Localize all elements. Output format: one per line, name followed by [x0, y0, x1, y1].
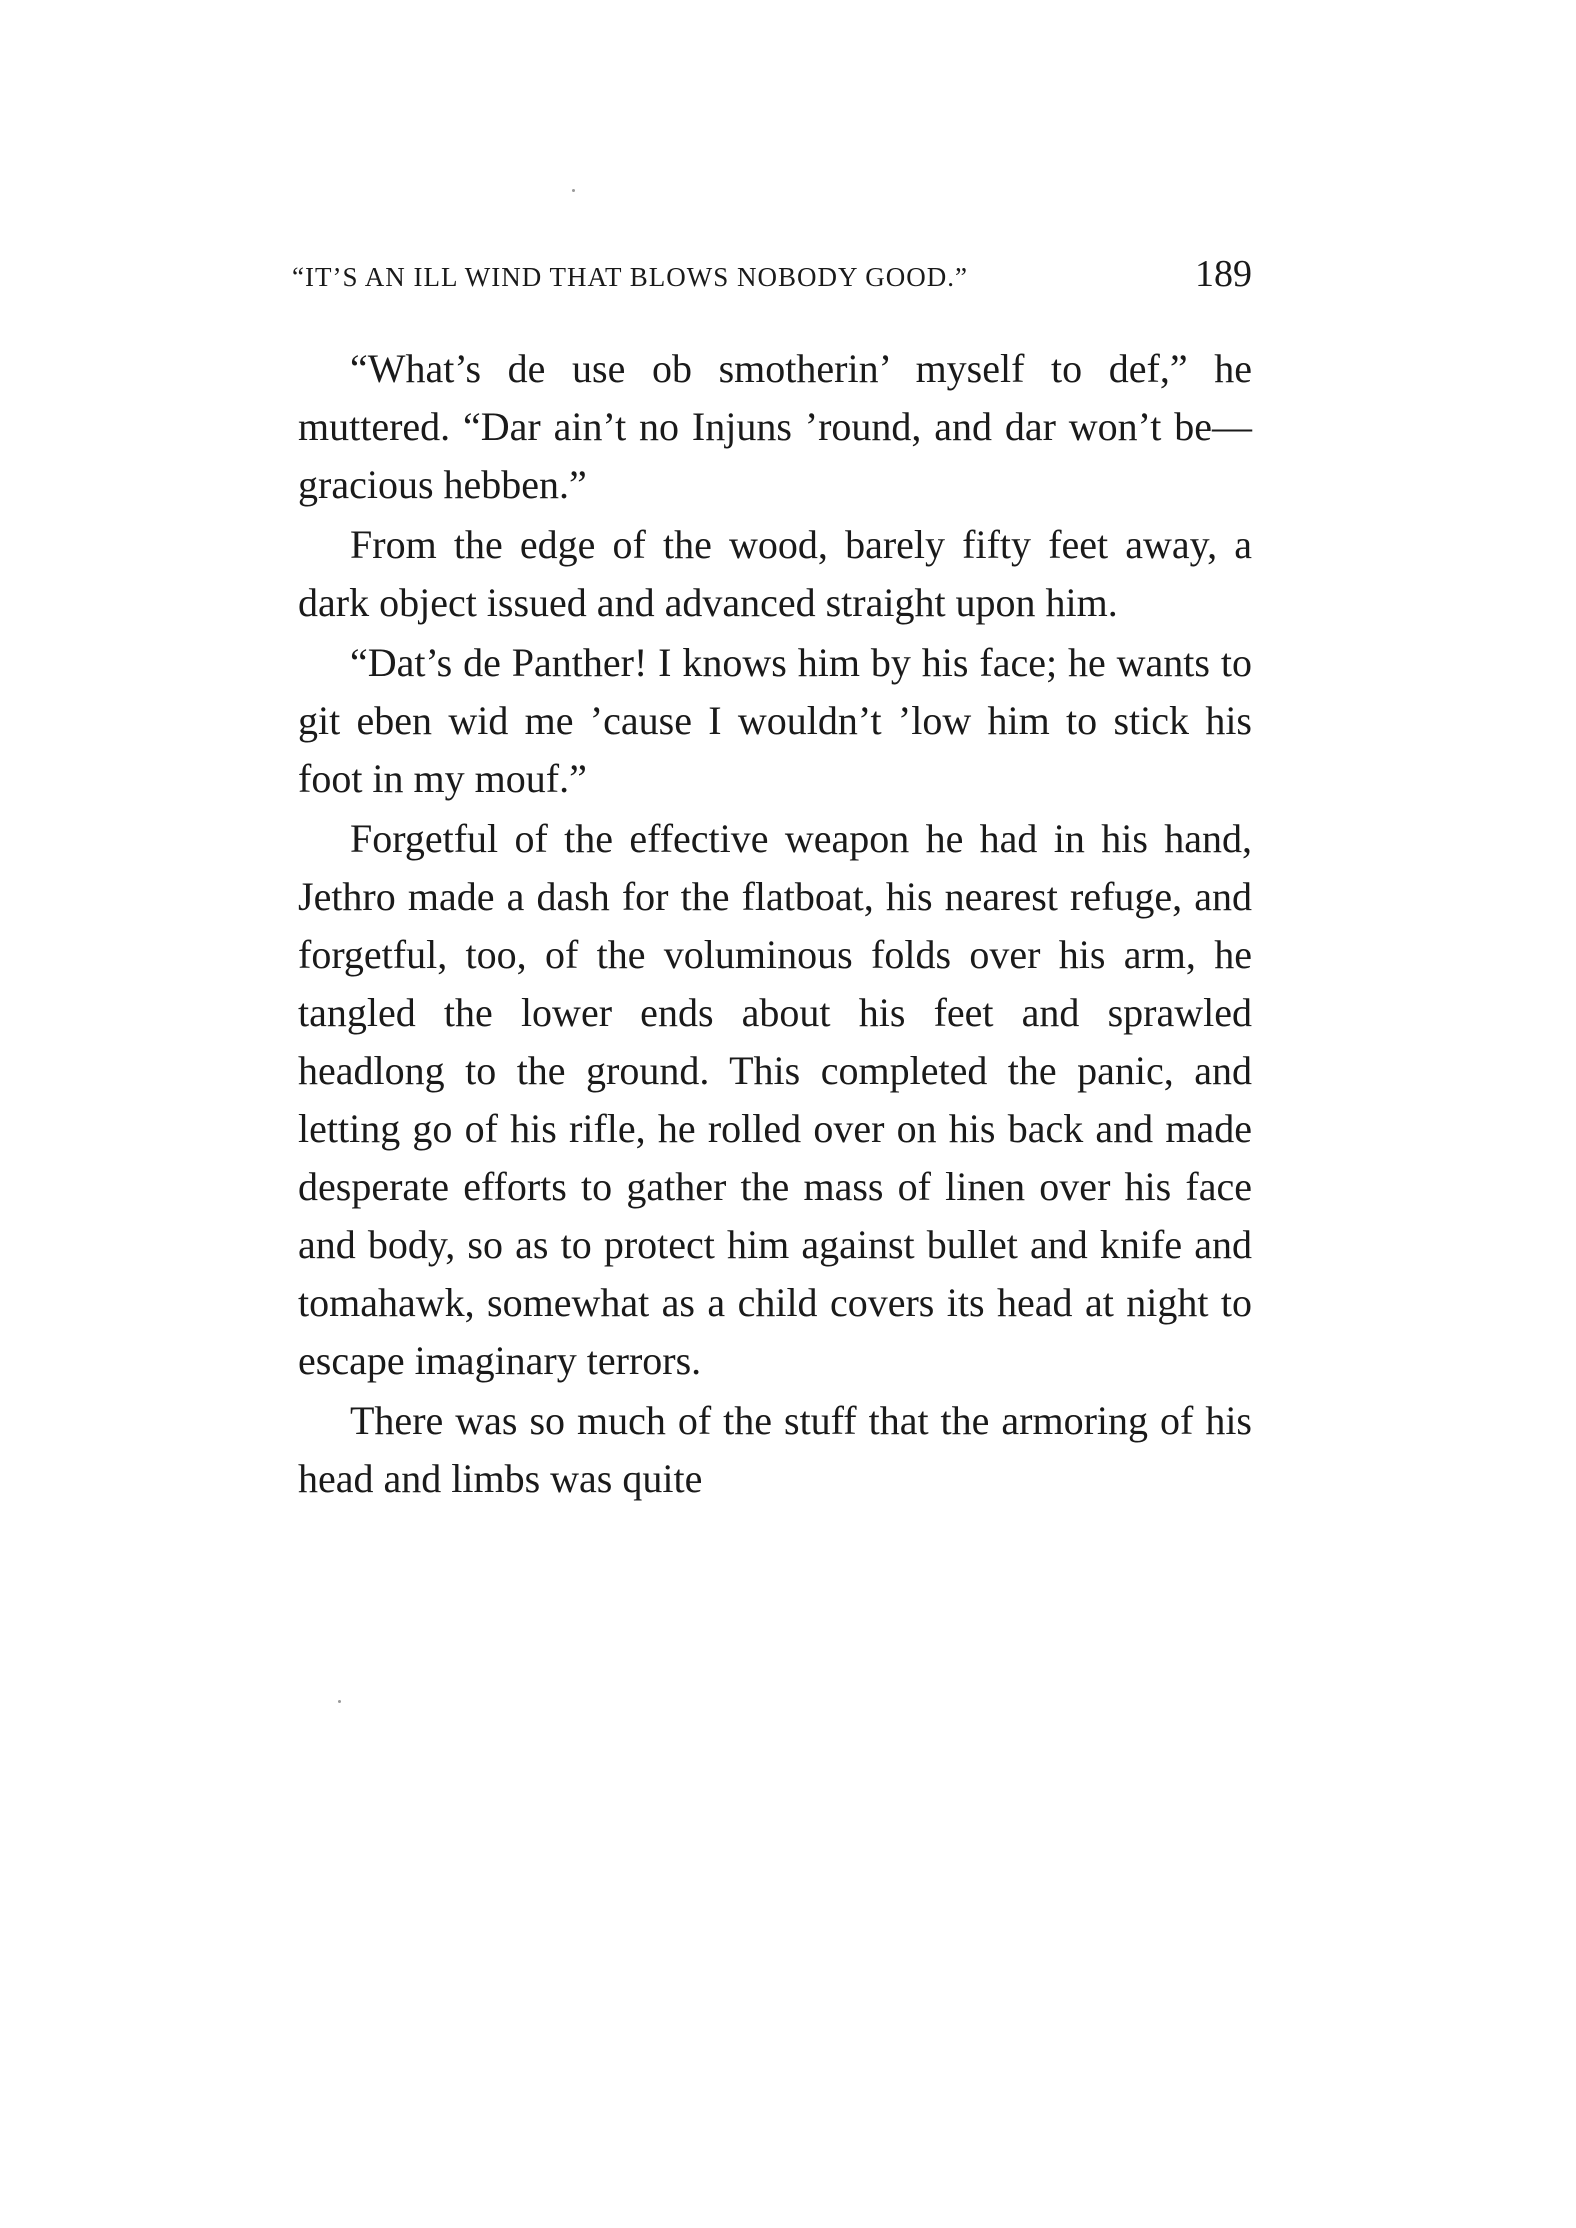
running-head [292, 252, 1252, 308]
paragraph: “What’s de use ob smotherin’ myself to def,” he muttered. “Dar ain’t no Injuns ’round, and dar won’t be—gracious hebben.” [298, 346, 1252, 507]
paper-speck [338, 1700, 341, 1703]
body-text [298, 340, 1252, 1508]
page-number: 189 [1195, 253, 1252, 295]
paragraph: From the edge of the wood, barely fifty feet away, a dark object issued and advanced straight upon him. [298, 522, 1252, 625]
paragraph: There was so much of the stuff that the armoring of his head and limbs was quite [298, 1398, 1252, 1501]
running-title: “IT’S AN ILL WIND THAT BLOWS NOBODY GOOD.” [292, 262, 968, 292]
paragraph: Forgetful of the effective weapon he had in his hand, Jethro made a dash for the flatboat, his nearest refuge, and forgetful, too, of the voluminous folds over his arm, he tangled the lower ends about his feet and sprawled headlong to the ground. This completed the panic, and letting go of his rifle, he rolled over on his back and made desperate efforts to gather the mass of linen over his face and body, so as to protect him against bullet and knife and tomahawk, somewhat as a child covers its head at night to escape imaginary terrors. [298, 816, 1252, 1383]
paper-speck [572, 189, 575, 192]
paragraph: “Dat’s de Panther! I knows him by his face; he wants to git eben wid me ’cause I wouldn’t ’low him to stick his foot in my mouf.” [298, 640, 1252, 801]
